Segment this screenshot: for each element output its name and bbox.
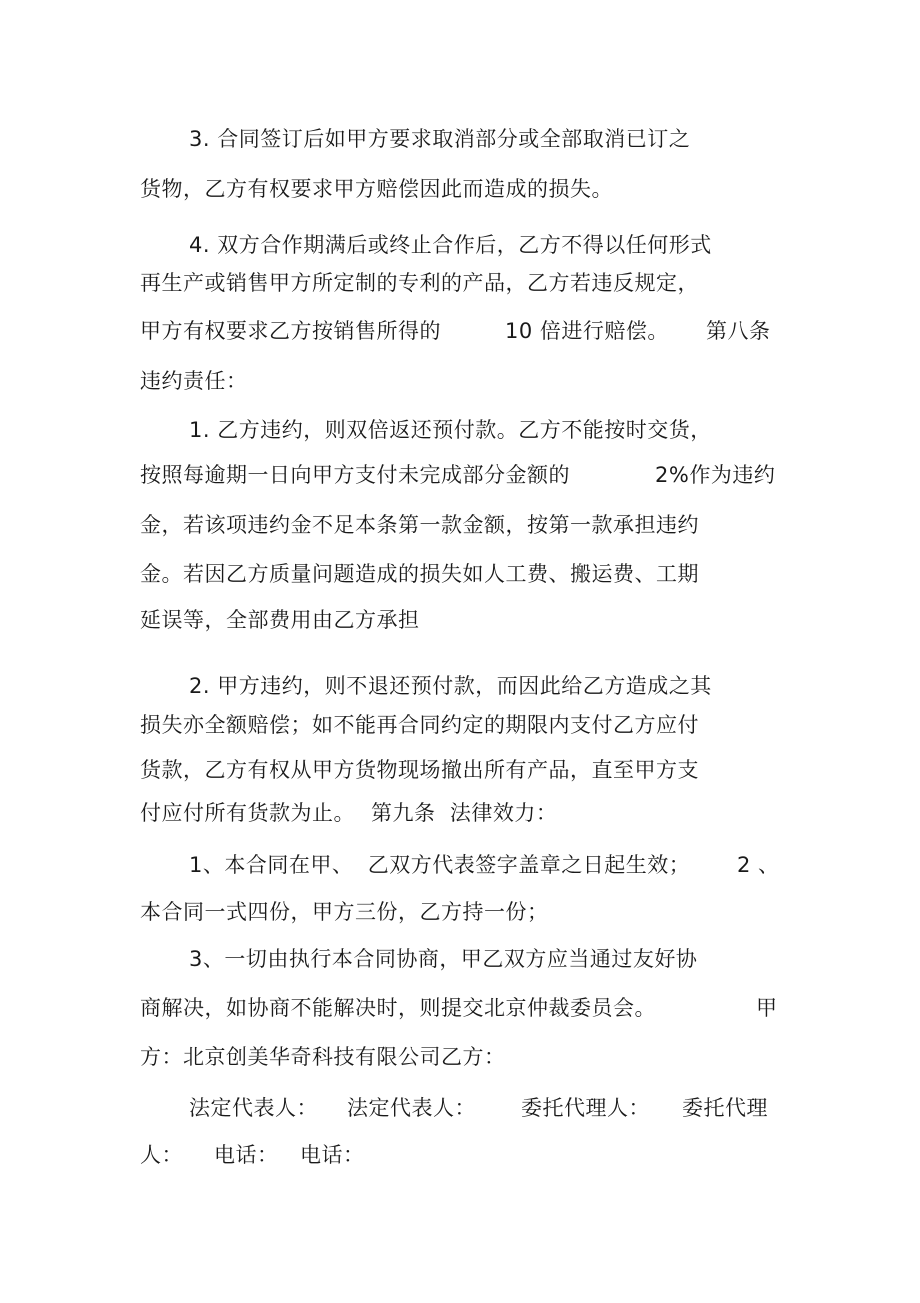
text-line: 2 、 — [737, 853, 780, 877]
text-line: 10 倍进行赔偿。 — [505, 319, 669, 343]
text-line: 2%作为违约 — [655, 463, 776, 487]
text-line: 本合同一式四份，甲方三份，乙方持一份； — [140, 900, 549, 924]
phone-label: 电话： — [214, 1143, 279, 1167]
text-line: 方：北京创美华奇科技有限公司乙方： — [140, 1045, 506, 1069]
text-line: 付应付所有货款为止。 — [140, 801, 355, 825]
text-line: 货款，乙方有权从甲方货物现场撤出所有产品，直至甲方支 — [140, 758, 699, 782]
text-line: 按照每逾期一日向甲方支付未完成部分金额的 — [140, 463, 570, 487]
text-line: 金，若该项违约金不足本条第一款金额，按第一款承担违约 — [140, 513, 699, 537]
section-heading: 违约责任： — [140, 369, 248, 393]
section-heading: 第八条 — [706, 319, 771, 343]
signature-field-label: 委托代理 — [682, 1096, 768, 1120]
text-line: 损失亦全额赔偿；如不能再合同约定的期限内支付乙方应付 — [140, 713, 699, 737]
text-line: 4. 双方合作期满后或终止合作后，乙方不得以任何形式 — [189, 233, 712, 257]
text-line: 甲方有权要求乙方按销售所得的 — [140, 319, 441, 343]
text-line: 3、一切由执行本合同协商，甲乙双方应当通过友好协 — [189, 947, 698, 971]
text-line: 2. 甲方违约，则不退还预付款，而因此给乙方造成之其 — [189, 674, 712, 698]
signature-field-label: 法定代表人： — [347, 1096, 476, 1120]
text-line: 商解决，如协商不能解决时，则提交北京仲裁委员会。 — [140, 996, 656, 1020]
text-line: 再生产或销售甲方所定制的专利的产品，乙方若违反规定， — [140, 271, 699, 295]
section-heading: 第九条 法律效力： — [371, 801, 558, 825]
signature-field-label: 委托代理人： — [521, 1096, 650, 1120]
signature-field-label: 人： — [140, 1143, 183, 1167]
text-line: 金。若因乙方质量问题造成的损失如人工费、搬运费、工期 — [140, 562, 699, 586]
text-line: 甲 — [756, 996, 778, 1020]
text-line: 1. 乙方违约，则双倍返还预付款。乙方不能按时交货， — [189, 418, 712, 442]
phone-label: 电话： — [300, 1143, 365, 1167]
signature-field-label: 法定代表人： — [189, 1096, 318, 1120]
text-line: 1、本合同在甲、 乙双方代表签字盖章之日起生效； — [189, 853, 691, 877]
text-line: 3. 合同签订后如甲方要求取消部分或全部取消已订之 — [189, 127, 691, 151]
text-line: 延误等，全部费用由乙方承担 — [140, 608, 420, 632]
text-line: 货物，乙方有权要求甲方赔偿因此而造成的损失。 — [140, 177, 613, 201]
